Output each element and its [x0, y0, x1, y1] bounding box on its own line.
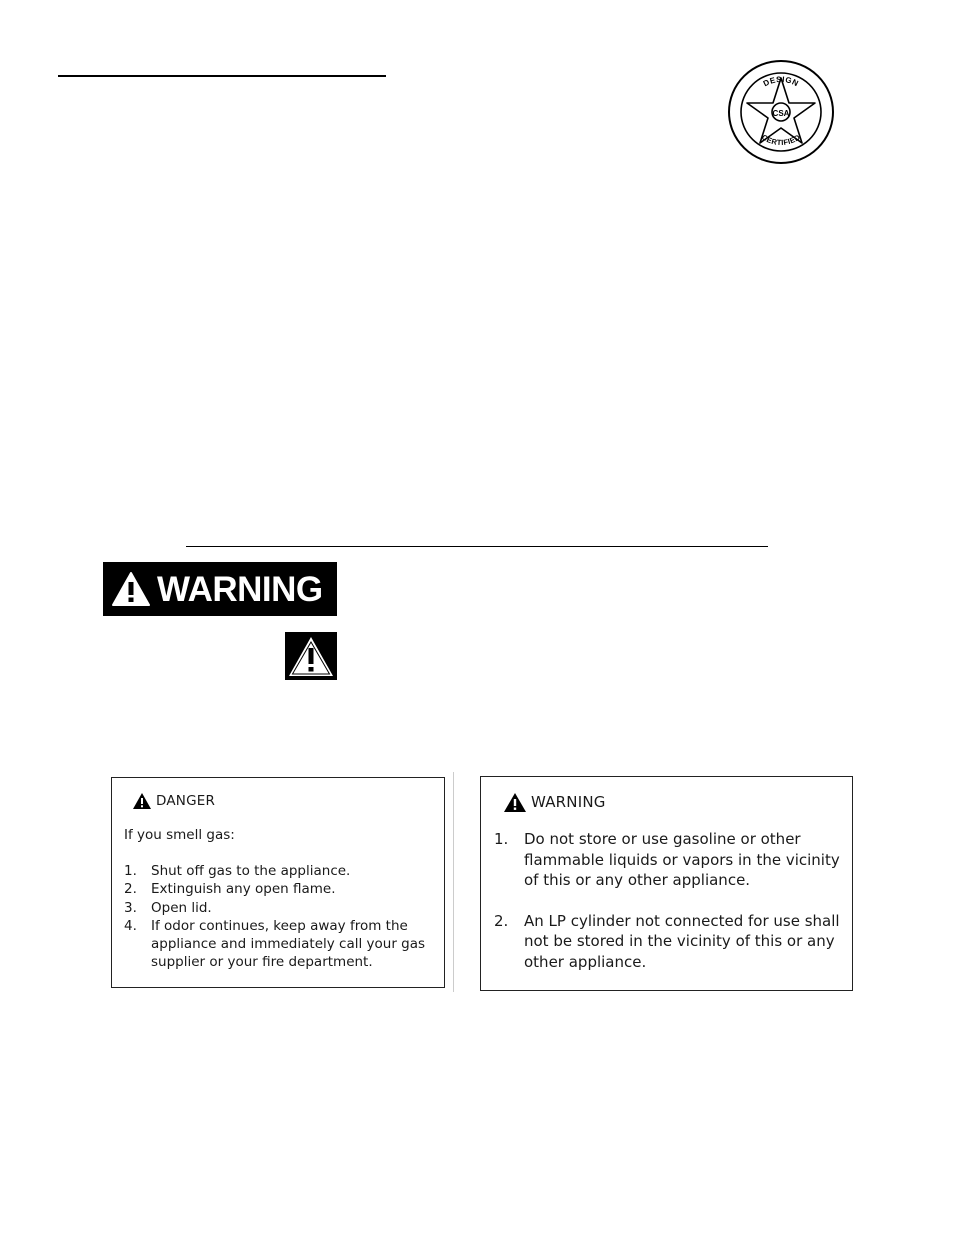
section-rule [186, 546, 768, 547]
warning-points [494, 829, 842, 972]
list-item: 3. Open lid. [124, 899, 212, 916]
svg-text:CERTIFIED [760, 132, 802, 147]
design-certified-seal [727, 59, 835, 165]
list-item: 2. Extinguish any open flame. [124, 881, 336, 898]
top-rule [58, 75, 386, 77]
warning-heading [494, 789, 842, 815]
warning-heading-label: WARNING [531, 793, 606, 811]
danger-heading [124, 790, 434, 812]
seal-top-text: DESIGN [761, 74, 801, 89]
exclamation-triangle-icon [285, 632, 337, 680]
seal-center-mark: CSA [772, 109, 790, 118]
danger-label-box [111, 777, 445, 988]
label-divider [453, 772, 454, 992]
warning-label-box [480, 776, 853, 991]
danger-steps [124, 862, 434, 972]
list-item: 2. An LP cylinder not connected for use shall not be stored in the vicinity of this or any other appliance. [494, 911, 840, 971]
warning-triangle-icon [111, 571, 151, 607]
danger-intro: If you smell gas: [124, 827, 235, 843]
list-item: 4. If odor continues, keep away from the appliance and immediately call your gas supplier or your fire department. [124, 917, 426, 971]
danger-triangle-icon [132, 792, 152, 810]
warning-banner [103, 562, 337, 616]
warning-small-triangle-icon [503, 792, 527, 813]
list-item: 1. Shut off gas to the appliance. [124, 863, 351, 879]
list-item: 1. Do not store or use gasoline or other flammable liquids or vapors in the vicinity of this or any other appliance. [494, 830, 840, 889]
warning-banner-label: WARNING [157, 569, 323, 609]
seal-bottom-text: CERTIFIED [760, 132, 802, 148]
danger-heading-label: DANGER [156, 793, 216, 809]
